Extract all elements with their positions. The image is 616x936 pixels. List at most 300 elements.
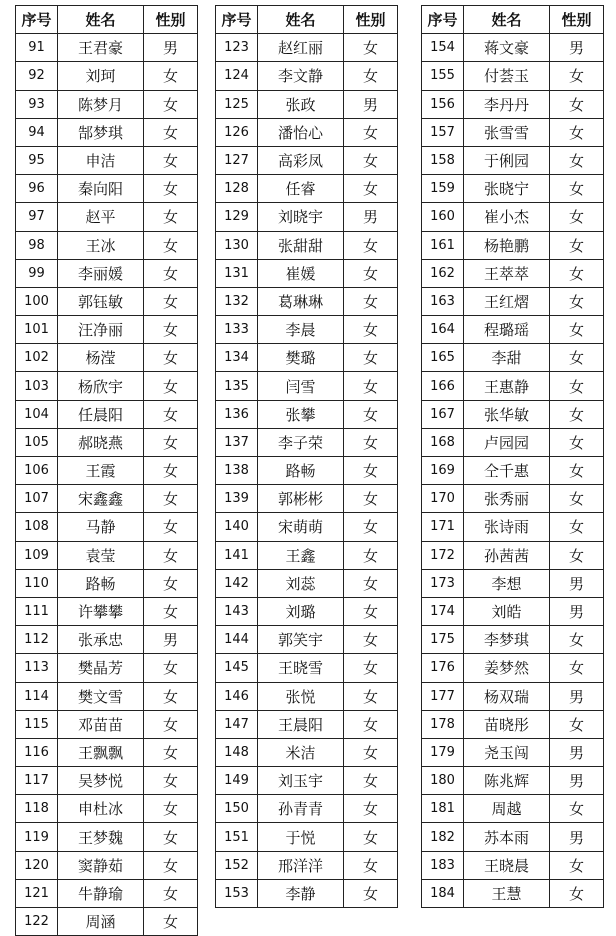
table-row	[216, 457, 398, 485]
row-gender: 女	[344, 626, 398, 654]
row-gender: 女	[344, 287, 398, 315]
row-gender: 女	[344, 654, 398, 682]
row-number: 160	[422, 203, 464, 231]
row-gender: 女	[144, 851, 198, 879]
row-name: 张攀	[258, 400, 344, 428]
table-row	[16, 146, 198, 174]
row-gender: 女	[550, 513, 604, 541]
row-name: 刘玉宇	[258, 767, 344, 795]
row-name: 孙茜茜	[464, 541, 550, 569]
row-gender: 女	[344, 118, 398, 146]
row-name: 任晨阳	[58, 400, 144, 428]
row-name: 王冰	[58, 231, 144, 259]
row-gender: 女	[550, 626, 604, 654]
row-gender: 女	[144, 428, 198, 456]
table-row	[216, 175, 398, 203]
table-row	[422, 175, 604, 203]
table-row	[422, 738, 604, 766]
row-gender: 男	[550, 34, 604, 62]
row-gender: 女	[344, 34, 398, 62]
table-row	[216, 569, 398, 597]
row-number: 172	[422, 541, 464, 569]
row-number: 129	[216, 203, 258, 231]
row-number: 147	[216, 710, 258, 738]
row-gender: 女	[144, 767, 198, 795]
row-number: 121	[16, 879, 58, 907]
row-gender: 女	[144, 344, 198, 372]
row-number: 130	[216, 231, 258, 259]
row-name: 潘怡心	[258, 118, 344, 146]
row-number: 128	[216, 175, 258, 203]
table-row	[216, 259, 398, 287]
row-name: 吴梦悦	[58, 767, 144, 795]
row-name: 郜梦琪	[58, 118, 144, 146]
row-number: 179	[422, 738, 464, 766]
table-row	[422, 457, 604, 485]
header-gender: 性别	[550, 6, 604, 34]
row-name: 任睿	[258, 175, 344, 203]
table-row	[16, 569, 198, 597]
row-number: 98	[16, 231, 58, 259]
row-name: 汪净丽	[58, 316, 144, 344]
row-gender: 女	[550, 485, 604, 513]
table-row	[216, 738, 398, 766]
row-gender: 女	[144, 316, 198, 344]
row-name: 杨滢	[58, 344, 144, 372]
row-name: 宋鑫鑫	[58, 485, 144, 513]
row-name: 李丹丹	[464, 90, 550, 118]
row-name: 尧玉闯	[464, 738, 550, 766]
row-number: 118	[16, 795, 58, 823]
row-name: 杨艳鹏	[464, 231, 550, 259]
table-row	[16, 485, 198, 513]
table-row	[216, 513, 398, 541]
row-name: 张政	[258, 90, 344, 118]
table-row	[422, 90, 604, 118]
table-row	[16, 372, 198, 400]
row-gender: 女	[550, 795, 604, 823]
row-name: 于悦	[258, 823, 344, 851]
row-name: 王霞	[58, 457, 144, 485]
row-number: 168	[422, 428, 464, 456]
row-gender: 女	[344, 879, 398, 907]
table-row	[16, 231, 198, 259]
row-gender: 女	[144, 485, 198, 513]
table-row	[422, 795, 604, 823]
table-row	[216, 428, 398, 456]
table-row	[422, 767, 604, 795]
table-row	[216, 597, 398, 625]
row-gender: 男	[344, 203, 398, 231]
row-gender: 女	[144, 795, 198, 823]
row-number: 127	[216, 146, 258, 174]
row-number: 93	[16, 90, 58, 118]
row-name: 袁莹	[58, 541, 144, 569]
table-row	[216, 34, 398, 62]
row-name: 王萃萃	[464, 259, 550, 287]
row-number: 125	[216, 90, 258, 118]
row-gender: 女	[344, 231, 398, 259]
row-number: 91	[16, 34, 58, 62]
row-number: 119	[16, 823, 58, 851]
table-row	[16, 767, 198, 795]
row-number: 166	[422, 372, 464, 400]
row-number: 133	[216, 316, 258, 344]
header-gender: 性别	[144, 6, 198, 34]
row-name: 王飘飘	[58, 738, 144, 766]
row-gender: 男	[344, 90, 398, 118]
row-number: 164	[422, 316, 464, 344]
row-name: 申杜冰	[58, 795, 144, 823]
row-name: 张晓宁	[464, 175, 550, 203]
row-name: 张雪雪	[464, 118, 550, 146]
row-name: 张承忠	[58, 626, 144, 654]
table-row	[16, 203, 198, 231]
row-name: 申洁	[58, 146, 144, 174]
row-gender: 女	[144, 823, 198, 851]
row-number: 92	[16, 62, 58, 90]
row-gender: 女	[550, 654, 604, 682]
row-number: 150	[216, 795, 258, 823]
table-row	[422, 62, 604, 90]
row-name: 郭钰敏	[58, 287, 144, 315]
row-number: 139	[216, 485, 258, 513]
row-name: 樊文雪	[58, 682, 144, 710]
row-name: 王惠静	[464, 372, 550, 400]
table-row	[16, 851, 198, 879]
table-row	[422, 146, 604, 174]
row-number: 112	[16, 626, 58, 654]
row-number: 162	[422, 259, 464, 287]
table-row	[216, 316, 398, 344]
table-row	[16, 34, 198, 62]
row-gender: 女	[550, 90, 604, 118]
row-name: 牛静瑜	[58, 879, 144, 907]
row-gender: 女	[344, 767, 398, 795]
row-number: 151	[216, 823, 258, 851]
row-gender: 女	[144, 569, 198, 597]
table-row	[16, 316, 198, 344]
row-number: 99	[16, 259, 58, 287]
table-row	[16, 428, 198, 456]
row-name: 张秀丽	[464, 485, 550, 513]
table-row	[216, 146, 398, 174]
row-name: 陈梦月	[58, 90, 144, 118]
table-row	[16, 654, 198, 682]
row-name: 王君豪	[58, 34, 144, 62]
table-row	[16, 908, 198, 936]
table-row	[422, 569, 604, 597]
table-row	[16, 513, 198, 541]
row-name: 马静	[58, 513, 144, 541]
row-name: 闫雪	[258, 372, 344, 400]
row-number: 159	[422, 175, 464, 203]
row-number: 110	[16, 569, 58, 597]
row-gender: 男	[550, 823, 604, 851]
row-name: 窦静茹	[58, 851, 144, 879]
row-name: 宋萌萌	[258, 513, 344, 541]
row-number: 116	[16, 738, 58, 766]
row-gender: 男	[550, 767, 604, 795]
row-number: 161	[422, 231, 464, 259]
row-number: 131	[216, 259, 258, 287]
table-row	[422, 372, 604, 400]
row-gender: 女	[550, 457, 604, 485]
row-gender: 女	[144, 597, 198, 625]
table-row	[422, 287, 604, 315]
row-name: 王晨阳	[258, 710, 344, 738]
row-gender: 女	[144, 175, 198, 203]
row-number: 165	[422, 344, 464, 372]
row-name: 樊晶芳	[58, 654, 144, 682]
row-gender: 女	[550, 400, 604, 428]
row-number: 183	[422, 851, 464, 879]
row-gender: 女	[344, 795, 398, 823]
row-number: 140	[216, 513, 258, 541]
header-gender: 性别	[344, 6, 398, 34]
row-name: 姜梦然	[464, 654, 550, 682]
row-number: 113	[16, 654, 58, 682]
row-number: 148	[216, 738, 258, 766]
row-gender: 男	[144, 626, 198, 654]
row-number: 156	[422, 90, 464, 118]
row-number: 103	[16, 372, 58, 400]
row-gender: 女	[344, 400, 398, 428]
row-number: 170	[422, 485, 464, 513]
row-name: 刘晓宇	[258, 203, 344, 231]
row-number: 169	[422, 457, 464, 485]
row-number: 138	[216, 457, 258, 485]
table-row	[422, 344, 604, 372]
row-gender: 女	[550, 344, 604, 372]
table-row	[216, 879, 398, 907]
row-gender: 女	[550, 175, 604, 203]
table-row	[16, 597, 198, 625]
row-gender: 女	[144, 287, 198, 315]
row-gender: 女	[144, 457, 198, 485]
row-name: 许攀攀	[58, 597, 144, 625]
row-name: 张悦	[258, 682, 344, 710]
table-row	[422, 259, 604, 287]
row-number: 177	[422, 682, 464, 710]
table-row	[422, 654, 604, 682]
table-row	[216, 203, 398, 231]
row-name: 刘璐	[258, 597, 344, 625]
row-gender: 女	[144, 654, 198, 682]
row-name: 张华敏	[464, 400, 550, 428]
row-gender: 女	[344, 62, 398, 90]
row-number: 153	[216, 879, 258, 907]
table-row	[422, 541, 604, 569]
row-gender: 女	[550, 428, 604, 456]
row-name: 高彩凤	[258, 146, 344, 174]
table-row	[16, 457, 198, 485]
table-row	[422, 879, 604, 907]
row-number: 111	[16, 597, 58, 625]
row-number: 120	[16, 851, 58, 879]
row-number: 106	[16, 457, 58, 485]
table-row	[422, 851, 604, 879]
row-name: 路畅	[258, 457, 344, 485]
table-row	[422, 400, 604, 428]
row-name: 张甜甜	[258, 231, 344, 259]
header-row	[422, 6, 604, 34]
row-name: 赵红丽	[258, 34, 344, 62]
row-number: 122	[16, 908, 58, 936]
row-name: 王晓雪	[258, 654, 344, 682]
row-gender: 女	[344, 513, 398, 541]
table-row	[16, 400, 198, 428]
row-gender: 女	[144, 541, 198, 569]
row-name: 王红熠	[464, 287, 550, 315]
row-gender: 女	[144, 231, 198, 259]
row-name: 李文静	[258, 62, 344, 90]
row-number: 176	[422, 654, 464, 682]
row-name: 刘皓	[464, 597, 550, 625]
row-name: 王慧	[464, 879, 550, 907]
table-row	[16, 118, 198, 146]
table-row	[216, 62, 398, 90]
table-row	[422, 626, 604, 654]
row-gender: 女	[550, 372, 604, 400]
row-number: 134	[216, 344, 258, 372]
row-name: 崔媛	[258, 259, 344, 287]
row-name: 张诗雨	[464, 513, 550, 541]
row-number: 114	[16, 682, 58, 710]
row-gender: 女	[344, 485, 398, 513]
row-number: 101	[16, 316, 58, 344]
row-name: 赵平	[58, 203, 144, 231]
row-name: 王鑫	[258, 541, 344, 569]
row-gender: 女	[344, 851, 398, 879]
row-gender: 女	[144, 118, 198, 146]
row-gender: 女	[144, 879, 198, 907]
table-row	[16, 710, 198, 738]
row-number: 144	[216, 626, 258, 654]
row-gender: 女	[550, 287, 604, 315]
row-number: 94	[16, 118, 58, 146]
row-name: 陈兆辉	[464, 767, 550, 795]
row-name: 仝千惠	[464, 457, 550, 485]
row-gender: 女	[144, 400, 198, 428]
row-gender: 女	[550, 231, 604, 259]
table-row	[16, 682, 198, 710]
row-gender: 男	[550, 738, 604, 766]
row-name: 杨双瑞	[464, 682, 550, 710]
roster-table-1	[15, 5, 198, 936]
header-number: 序号	[422, 6, 464, 34]
row-name: 李梦琪	[464, 626, 550, 654]
row-name: 郭笑宇	[258, 626, 344, 654]
table-row	[422, 710, 604, 738]
table-row	[216, 626, 398, 654]
row-number: 167	[422, 400, 464, 428]
row-name: 程璐瑶	[464, 316, 550, 344]
table-row	[422, 428, 604, 456]
row-name: 卢园园	[464, 428, 550, 456]
row-name: 孙青青	[258, 795, 344, 823]
row-gender: 女	[550, 146, 604, 174]
row-name: 米洁	[258, 738, 344, 766]
row-number: 104	[16, 400, 58, 428]
row-gender: 女	[550, 541, 604, 569]
table-row	[16, 259, 198, 287]
header-number: 序号	[216, 6, 258, 34]
table-row	[216, 287, 398, 315]
row-name: 蒋文豪	[464, 34, 550, 62]
row-gender: 女	[344, 457, 398, 485]
row-gender: 女	[144, 203, 198, 231]
row-name: 王梦魏	[58, 823, 144, 851]
row-gender: 女	[344, 175, 398, 203]
row-number: 123	[216, 34, 258, 62]
row-name: 李晨	[258, 316, 344, 344]
header-row	[16, 6, 198, 34]
row-name: 樊璐	[258, 344, 344, 372]
table-row	[216, 795, 398, 823]
row-gender: 女	[144, 908, 198, 936]
table-row	[422, 118, 604, 146]
table-row	[16, 62, 198, 90]
row-gender: 男	[550, 569, 604, 597]
row-number: 149	[216, 767, 258, 795]
row-number: 157	[422, 118, 464, 146]
row-number: 117	[16, 767, 58, 795]
table-row	[422, 203, 604, 231]
row-number: 102	[16, 344, 58, 372]
row-gender: 女	[144, 62, 198, 90]
table-row	[422, 231, 604, 259]
row-number: 142	[216, 569, 258, 597]
row-gender: 女	[550, 879, 604, 907]
table-row	[16, 541, 198, 569]
row-gender: 女	[344, 146, 398, 174]
row-gender: 女	[144, 738, 198, 766]
row-number: 173	[422, 569, 464, 597]
table-row	[216, 851, 398, 879]
row-gender: 女	[344, 428, 398, 456]
header-name: 姓名	[58, 6, 144, 34]
row-gender: 女	[344, 597, 398, 625]
row-number: 124	[216, 62, 258, 90]
row-gender: 男	[550, 597, 604, 625]
row-name: 李想	[464, 569, 550, 597]
table-row	[216, 823, 398, 851]
row-number: 174	[422, 597, 464, 625]
row-gender: 女	[344, 569, 398, 597]
table-row	[216, 231, 398, 259]
row-number: 96	[16, 175, 58, 203]
row-gender: 女	[144, 372, 198, 400]
row-gender: 女	[344, 738, 398, 766]
row-number: 145	[216, 654, 258, 682]
row-gender: 女	[144, 90, 198, 118]
table-row	[216, 654, 398, 682]
row-name: 刘蕊	[258, 569, 344, 597]
row-number: 181	[422, 795, 464, 823]
row-number: 175	[422, 626, 464, 654]
table-row	[16, 738, 198, 766]
table-row	[16, 626, 198, 654]
row-number: 108	[16, 513, 58, 541]
table-row	[16, 823, 198, 851]
row-gender: 女	[144, 682, 198, 710]
row-name: 秦向阳	[58, 175, 144, 203]
row-name: 郝晓燕	[58, 428, 144, 456]
row-number: 100	[16, 287, 58, 315]
row-gender: 女	[550, 118, 604, 146]
table-row	[216, 344, 398, 372]
